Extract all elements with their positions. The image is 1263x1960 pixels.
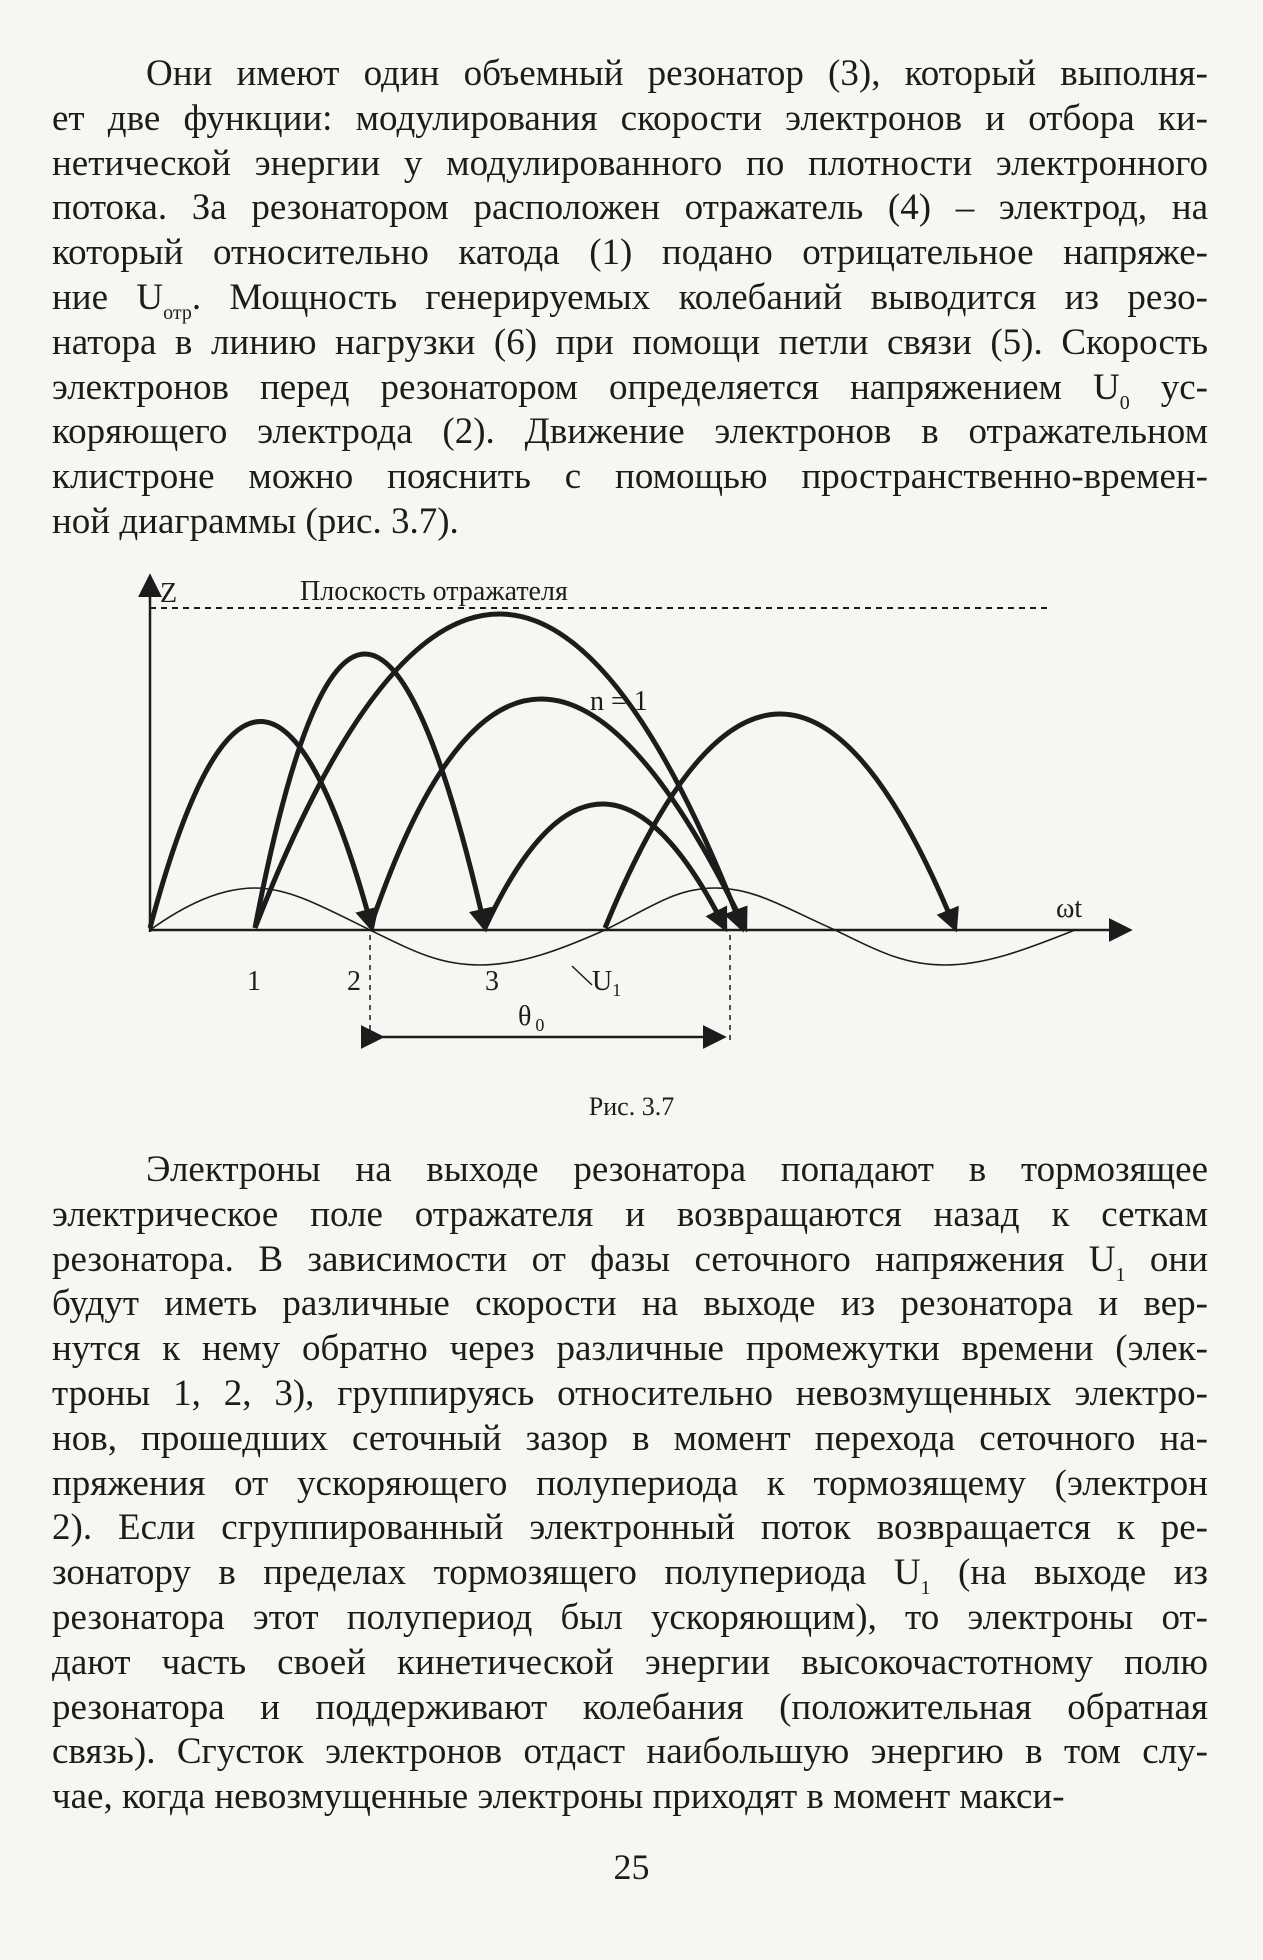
n-label: n = 1: [590, 686, 648, 717]
text-line: электрическое поле отражателя и возвращаются назад к сеткам: [52, 1193, 1208, 1235]
text-line: резонатора этот полупериод был ускоряющим), то электроны от-: [52, 1596, 1208, 1638]
text-line: Электроны на выходе резонатора попадают в тормозящее: [146, 1149, 1208, 1190]
text-fragment: резонатора. В зависимости от фазы сеточного напряжения U: [52, 1238, 1116, 1280]
text-fragment: они: [1125, 1238, 1208, 1280]
reflector-label: Плоскость отражателя: [300, 576, 568, 607]
text-line: нутся к нему обратно через различные промежутки времени (элек-: [52, 1328, 1208, 1370]
u1-pointer: [572, 966, 592, 985]
text-line: 2). Если сгруппированный электронный поток возвращается к ре-: [52, 1507, 1208, 1549]
text-line: ет две функции: модулирования скорости электронов и отбора ки-: [52, 97, 1208, 139]
text-line: клистроне можно пояснить с помощью пространственно-времен-: [52, 456, 1208, 498]
text-fragment: . Мощность генерируемых колебаний выводится из резо-: [191, 276, 1208, 318]
wt-axis-label: ωt: [1056, 893, 1083, 924]
u1-sine-wave: [150, 888, 1075, 965]
z-axis-label: Z: [160, 578, 178, 609]
paragraph-explanation: [52, 1148, 1208, 1820]
electron-label-1: 1: [247, 966, 261, 997]
text-line: чае, когда невозмущенные электроны приходят в момент макси-: [52, 1776, 1065, 1818]
text-fragment: зонатору в пределах тормозящего полупериода U: [52, 1552, 921, 1594]
text-line: Они имеют один объемный резонатор (3), который выполня-: [146, 53, 1208, 94]
text-fragment: (на выходе из: [930, 1552, 1208, 1594]
subscript: 1: [1115, 1263, 1126, 1286]
text-line: [52, 1551, 1208, 1600]
text-line: пряжения от ускоряющего полупериода к тормозящему (электрон: [52, 1462, 1208, 1504]
u1-label: $U_1$: [592, 966, 622, 1000]
text-line: связь). Сгусток электронов отдаст наибольшую энергию в том слу-: [52, 1731, 1208, 1773]
subscript: 0: [1119, 391, 1130, 414]
text-fragment: ние U: [52, 276, 164, 318]
text-line: дают часть своей кинетической энергии высокочастотному полю: [52, 1641, 1208, 1683]
text-line: резонатора и поддерживают колебания (положительная обратная: [52, 1686, 1208, 1728]
text-line: нов, прошедших сеточный зазор в момент перехода сеточного на-: [52, 1417, 1208, 1459]
text-line: который относительно катода (1) подано отрицательное напряже-: [52, 232, 1208, 274]
electron-label-3: 3: [485, 966, 499, 997]
text-line: коряющего электрода (2). Движение электронов в отражательном: [52, 411, 1208, 453]
trajectory-electron-1-n1: [255, 614, 742, 928]
trajectory-electron-1: [255, 654, 485, 928]
text-fragment: электронов перед резонатором определяется напряжением U: [52, 366, 1120, 408]
text-line: будут иметь различные скорости на выходе из резонатора и вер-: [52, 1283, 1208, 1325]
subscript: 1: [920, 1577, 931, 1600]
page-number: 25: [613, 1847, 650, 1887]
figure-caption: Рис. 3.7: [588, 1092, 675, 1121]
text-line: нетической энергии у модулированного по плотности электронного: [52, 142, 1208, 184]
electron-label-2: 2: [347, 966, 361, 997]
subscript: отр: [163, 301, 192, 324]
text-line: ной диаграммы (рис. 3.7).: [52, 500, 459, 542]
text-line: натора в линию нагрузки (6) при помощи петли связи (5). Скорость: [52, 321, 1208, 363]
text-line: троны 1, 2, 3), группируясь относительно невозмущенных электро-: [52, 1372, 1208, 1414]
theta-label: θ $_0$: [518, 1001, 545, 1035]
text-line: [52, 1238, 1208, 1286]
text-fragment: ус-: [1129, 366, 1208, 408]
text-line: потока. За резонатором расположен отражатель (4) – электрод, на: [52, 187, 1208, 229]
